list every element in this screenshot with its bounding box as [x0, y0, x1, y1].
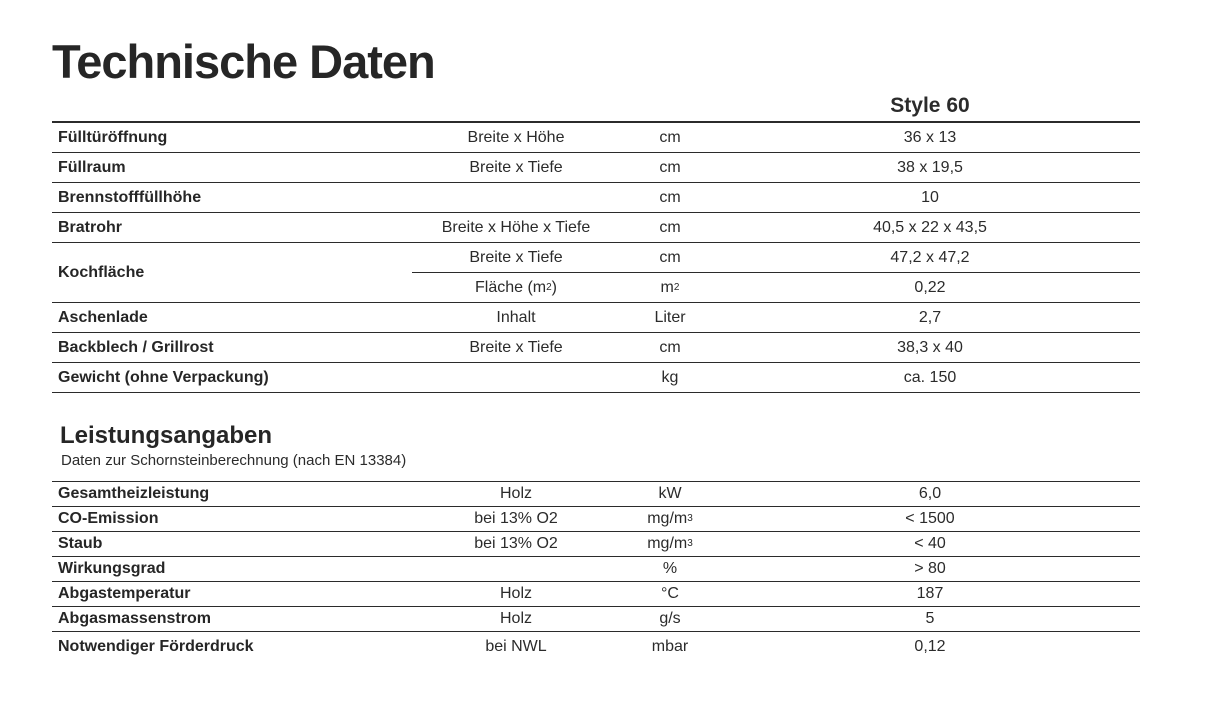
row-value: 5	[925, 610, 935, 627]
row-value: 40,5 x 22 x 43,5	[873, 218, 987, 236]
row-label: Aschenlade	[58, 308, 148, 326]
row-value: 10	[921, 188, 939, 206]
section-subtitle: Daten zur Schornsteinberechnung (nach EN 13384)	[61, 452, 407, 469]
row-dimension: Breite x Höhe x Tiefe	[441, 218, 591, 236]
page-title: Technische Daten	[52, 35, 435, 88]
row-value: 38 x 19,5	[897, 158, 963, 176]
row-label: Fülltüröffnung	[58, 128, 168, 146]
row-value: 2,7	[918, 308, 942, 326]
row-unit: m 2	[660, 278, 680, 296]
table-row	[52, 482, 1140, 506]
row-dimension: Breite x Tiefe	[469, 158, 563, 176]
row-dimension: bei 13% O2	[474, 510, 558, 527]
row-unit: kg	[661, 368, 679, 386]
row-unit: cm	[659, 158, 681, 176]
row-value: 47,2 x 47,2	[890, 248, 970, 266]
row-dimension: Breite x Tiefe	[469, 248, 563, 266]
row-label: Füllraum	[58, 158, 126, 176]
row-value: > 80	[914, 560, 946, 577]
row-unit: cm	[659, 218, 681, 236]
row-unit: mg/m 3	[647, 510, 693, 527]
unit-text: °C	[661, 585, 679, 602]
table-row	[52, 532, 1140, 556]
table-row	[52, 582, 1140, 606]
unit-text: mbar	[651, 638, 689, 655]
row-label: Notwendiger Förderdruck	[58, 638, 254, 655]
row-label: Abgasmassenstrom	[58, 610, 211, 627]
row-dimension: Holz	[499, 585, 532, 602]
table-row	[52, 557, 1140, 581]
row-unit: Liter	[654, 308, 686, 326]
unit-text: g/s	[659, 610, 681, 627]
row-label: Gesamtheizleistung	[58, 485, 210, 502]
row-dimension: bei NWL	[485, 638, 547, 655]
row-value: 36 x 13	[903, 128, 957, 146]
row-label: Bratrohr	[58, 218, 123, 236]
row-unit	[620, 582, 720, 606]
row-divider	[52, 631, 1140, 632]
row-dimension: Fläche (m 2 )	[474, 278, 557, 296]
row-value: ca. 150	[903, 368, 957, 386]
row-label: Kochfläche	[58, 263, 145, 281]
row-unit: cm	[659, 128, 681, 146]
dimension-text: Fläche (m	[474, 278, 547, 296]
table-row	[52, 633, 1140, 661]
section-title: Leistungsangaben	[60, 422, 273, 449]
row-label: Backblech / Grillrost	[58, 338, 214, 356]
row-label: Abgastemperatur	[58, 585, 191, 602]
row-value: 0,12	[914, 638, 946, 655]
row-dimension: Breite x Höhe	[467, 128, 565, 146]
unit-text: kW	[658, 485, 682, 502]
row-unit	[620, 633, 720, 661]
row-label: Brennstofffüllhöhe	[58, 188, 202, 206]
row-unit: mg/m 3	[647, 535, 693, 552]
row-value: 6,0	[918, 485, 942, 502]
row-value: < 40	[914, 535, 946, 552]
row-label: Staub	[58, 535, 103, 552]
row-dimension: Holz	[499, 610, 532, 627]
model-column-header: Style 60	[890, 94, 970, 117]
row-dimension: Holz	[499, 485, 532, 502]
unit-text: %	[662, 560, 678, 577]
unit-text: m	[660, 278, 674, 296]
row-unit: cm	[659, 188, 681, 206]
row-dimension: Breite x Tiefe	[469, 338, 563, 356]
row-label: Gewicht (ohne Verpackung)	[58, 368, 269, 386]
row-value: 38,3 x 40	[897, 338, 963, 356]
row-label: Wirkungsgrad	[58, 560, 166, 577]
row-dimension	[412, 557, 620, 581]
row-unit	[620, 607, 720, 631]
row-value: 0,22	[914, 278, 946, 296]
row-unit: cm	[659, 338, 681, 356]
table-row	[52, 607, 1140, 631]
row-dimension: Inhalt	[496, 308, 536, 326]
performance-table	[52, 0, 1140, 680]
row-unit	[620, 557, 720, 581]
row-value: 187	[916, 585, 944, 602]
row-label: CO-Emission	[58, 510, 159, 527]
unit-text: mg/m	[647, 510, 688, 527]
row-dimension: bei 13% O2	[474, 535, 558, 552]
row-unit: cm	[659, 248, 681, 266]
table-row	[52, 507, 1140, 531]
row-value: < 1500	[905, 510, 955, 527]
dimension-text-close: )	[551, 278, 557, 296]
unit-text: mg/m	[647, 535, 688, 552]
row-unit	[620, 482, 720, 506]
